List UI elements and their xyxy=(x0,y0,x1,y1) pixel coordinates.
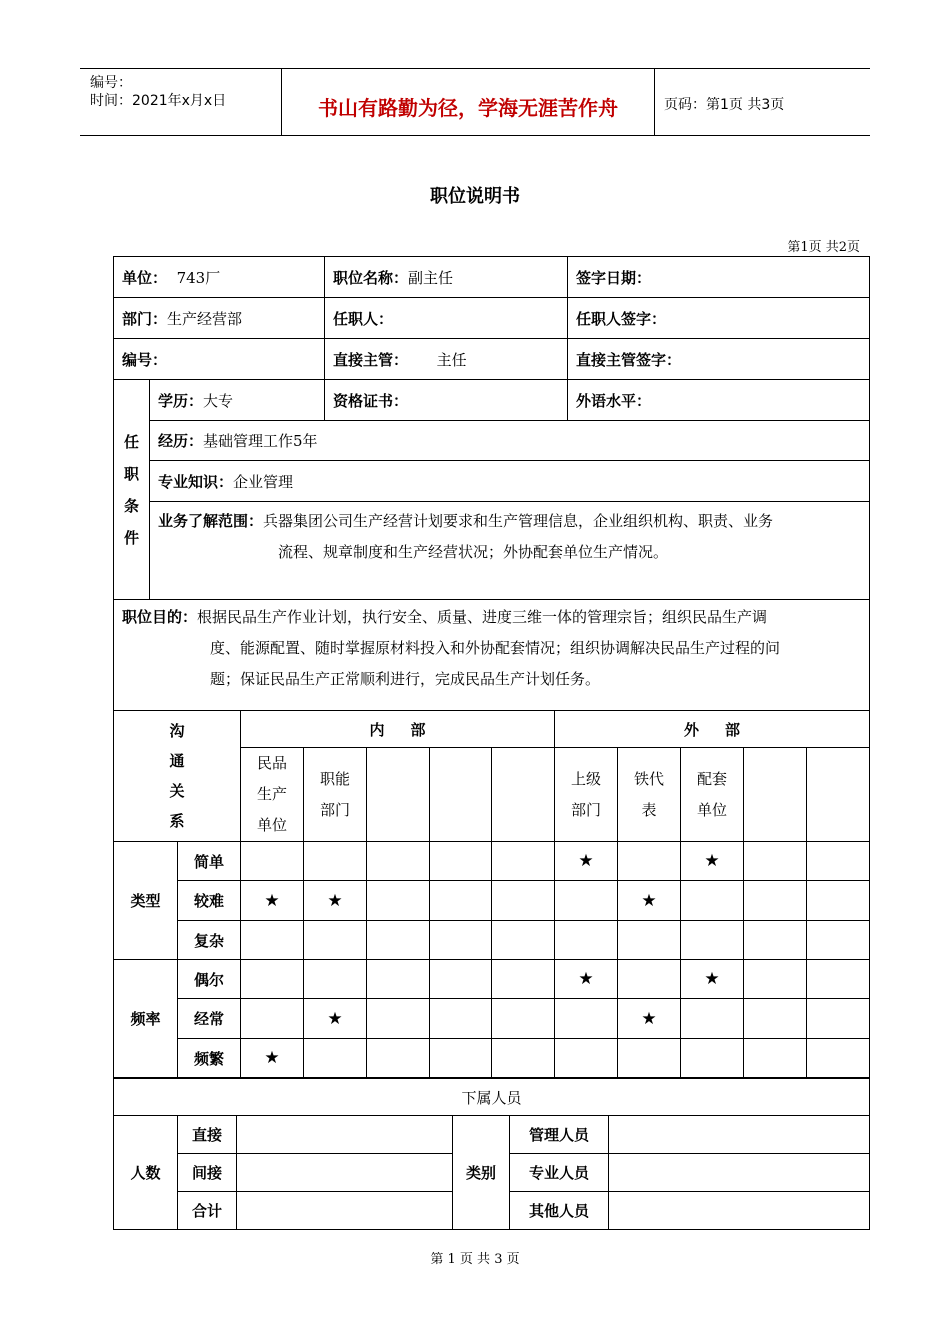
page-number-bottom: 第 1 页 共 3 页 xyxy=(430,1252,520,1267)
comm-column-header xyxy=(430,748,492,842)
empty-cell xyxy=(744,842,807,881)
external-header xyxy=(555,711,870,748)
empty-cell xyxy=(304,921,367,960)
position-label: 职位名称： xyxy=(333,268,409,287)
header-code-label: 编号： xyxy=(90,75,132,91)
purpose-line: 度、能源配置、随时掌握原材料投入和外协配套情况；组织协调解决民品生产过程的问 xyxy=(210,639,781,657)
empty-cell xyxy=(618,842,681,881)
manager-value[interactable] xyxy=(609,1116,870,1154)
subordinates-title: 下属人员 xyxy=(114,1079,870,1116)
comm-column-header-line: 生产 xyxy=(257,785,288,803)
other-label: 其他人员 xyxy=(510,1192,609,1230)
empty-cell xyxy=(304,842,367,881)
supervisor-sign-cell xyxy=(568,339,870,380)
unit-value: 743厂 xyxy=(176,268,221,287)
empty-cell xyxy=(744,881,807,921)
empty-cell xyxy=(241,842,304,881)
purpose-line: 题；保证民品生产正常顺利进行，完成民品生产计划任务。 xyxy=(210,670,601,688)
professional-label: 专业人员 xyxy=(510,1154,609,1192)
number-label: 编号： xyxy=(122,350,168,369)
empty-cell xyxy=(807,842,870,881)
star-mark: ★ xyxy=(555,960,618,999)
professional-value[interactable] xyxy=(609,1154,870,1192)
type-label: 类型 xyxy=(114,842,178,960)
direct-label: 直接 xyxy=(178,1116,237,1154)
direct-value[interactable] xyxy=(237,1116,453,1154)
star-mark: ★ xyxy=(618,999,681,1039)
frequency-row-label: 频繁 xyxy=(178,1039,241,1078)
comm-column-header-line: 上级 xyxy=(571,769,602,788)
type-row-label: 较难 xyxy=(178,881,241,921)
star-mark: ★ xyxy=(304,881,367,921)
frequency-row-label: 经常 xyxy=(178,999,241,1039)
scope-label: 业务了解范围： xyxy=(158,512,264,530)
internal-label: 内部 xyxy=(369,720,452,739)
empty-cell xyxy=(807,999,870,1039)
comm-column-header xyxy=(367,748,430,842)
star-mark: ★ xyxy=(681,960,744,999)
holder-cell xyxy=(325,298,568,339)
dept-cell xyxy=(114,298,325,339)
comm-column-header-line: 单位 xyxy=(697,800,728,819)
knowledge-cell xyxy=(150,461,870,502)
comm-column-header xyxy=(492,748,555,842)
empty-cell xyxy=(367,1039,430,1078)
internal-header xyxy=(241,711,555,748)
frequency-label: 频率 xyxy=(114,960,178,1078)
purpose-label: 职位目的： xyxy=(122,608,198,626)
empty-cell xyxy=(681,1039,744,1078)
header-motto: 书山有路勤为径，学海无涯苦作舟 xyxy=(318,96,618,120)
certificate-cell xyxy=(325,380,568,421)
number-cell xyxy=(114,339,325,380)
other-value[interactable] xyxy=(609,1192,870,1230)
manager-label: 管理人员 xyxy=(510,1116,609,1154)
star-mark: ★ xyxy=(304,999,367,1039)
empty-cell xyxy=(430,921,492,960)
education-value: 大专 xyxy=(203,391,234,410)
scope-line: 流程、规章制度和生产经营状况；外协配套单位生产情况。 xyxy=(278,543,669,561)
comm-column-header xyxy=(241,748,304,842)
empty-cell xyxy=(492,999,555,1039)
empty-cell xyxy=(492,881,555,921)
section-char: 职 xyxy=(123,464,139,483)
empty-cell xyxy=(492,921,555,960)
empty-cell xyxy=(367,999,430,1039)
holder-label: 任职人： xyxy=(333,309,394,328)
comm-column-header-line: 配套 xyxy=(697,769,728,788)
comm-column-header-line: 铁代 xyxy=(634,769,665,788)
dept-value: 生产经营部 xyxy=(167,309,243,328)
empty-cell xyxy=(744,960,807,999)
empty-cell xyxy=(681,999,744,1039)
experience-value: 基础管理工作5年 xyxy=(203,432,318,450)
star-mark: ★ xyxy=(555,842,618,881)
unit-label: 单位： xyxy=(122,268,168,287)
comm-column-header xyxy=(807,748,870,842)
section-char: 件 xyxy=(123,528,139,547)
empty-cell xyxy=(367,881,430,921)
empty-cell xyxy=(430,960,492,999)
section-char: 通 xyxy=(169,752,185,770)
empty-cell xyxy=(555,881,618,921)
external-label: 外部 xyxy=(684,720,767,739)
language-cell xyxy=(568,380,870,421)
unit-cell xyxy=(114,257,325,298)
type-row-label: 简单 xyxy=(178,842,241,881)
empty-cell xyxy=(618,960,681,999)
empty-cell xyxy=(555,921,618,960)
position-info-table xyxy=(113,256,870,711)
header-time-label: 时间：2021年x月x日 xyxy=(90,93,227,109)
dept-label: 部门： xyxy=(122,309,168,328)
sign-date-label: 签字日期： xyxy=(576,268,652,287)
empty-cell xyxy=(492,1039,555,1078)
scope-cell xyxy=(150,502,870,600)
comm-column-header-line: 部门 xyxy=(571,800,602,819)
empty-cell xyxy=(618,1039,681,1078)
comm-column-header-line: 部门 xyxy=(320,800,351,819)
total-label: 合计 xyxy=(178,1192,237,1230)
empty-cell xyxy=(430,999,492,1039)
total-value[interactable] xyxy=(237,1192,453,1230)
purpose-line: 根据民品生产作业计划，执行安全、质量、进度三维一体的管理宗旨；组织民品生产调 xyxy=(197,608,768,626)
scope-line: 兵器集团公司生产经营计划要求和生产管理信息，企业组织机构、职责、业务 xyxy=(263,512,774,530)
empty-cell xyxy=(367,842,430,881)
empty-cell xyxy=(807,881,870,921)
supervisor-sign-label: 直接主管签字： xyxy=(576,350,682,369)
section-char: 关 xyxy=(169,782,185,800)
empty-cell xyxy=(430,881,492,921)
comm-column-header xyxy=(681,748,744,842)
section-char: 任 xyxy=(123,432,139,451)
knowledge-value: 企业管理 xyxy=(233,472,294,491)
page-title: 职位说明书 xyxy=(430,186,520,207)
supervisor-value: 主任 xyxy=(436,350,467,369)
empty-cell xyxy=(430,1039,492,1078)
empty-cell xyxy=(681,881,744,921)
frequency-row-label: 偶尔 xyxy=(178,960,241,999)
position-cell xyxy=(325,257,568,298)
empty-cell xyxy=(304,1039,367,1078)
page-number-top: 第1页 共2页 xyxy=(787,240,860,255)
empty-cell xyxy=(304,960,367,999)
empty-cell xyxy=(492,842,555,881)
empty-cell xyxy=(681,921,744,960)
empty-cell xyxy=(241,921,304,960)
requirements-section-label xyxy=(114,380,150,600)
communication-section-label xyxy=(114,711,241,842)
holder-sign-cell xyxy=(568,298,870,339)
empty-cell xyxy=(744,921,807,960)
sign-date-cell xyxy=(568,257,870,298)
empty-cell xyxy=(492,960,555,999)
education-cell xyxy=(150,380,325,421)
language-label: 外语水平： xyxy=(576,391,652,410)
header-divider xyxy=(654,68,655,136)
star-mark: ★ xyxy=(241,881,304,921)
star-mark: ★ xyxy=(241,1039,304,1078)
empty-cell xyxy=(241,999,304,1039)
indirect-value[interactable] xyxy=(237,1154,453,1192)
type-row-label: 复杂 xyxy=(178,921,241,960)
empty-cell xyxy=(241,960,304,999)
empty-cell xyxy=(367,960,430,999)
empty-cell xyxy=(807,960,870,999)
empty-cell xyxy=(807,921,870,960)
education-label: 学历： xyxy=(158,391,204,410)
count-label: 人数 xyxy=(114,1116,178,1230)
empty-cell xyxy=(618,921,681,960)
indirect-label: 间接 xyxy=(178,1154,237,1192)
position-value: 副主任 xyxy=(408,268,454,287)
comm-column-header xyxy=(618,748,681,842)
empty-cell xyxy=(744,1039,807,1078)
section-char: 条 xyxy=(123,496,139,515)
comm-column-header-line: 表 xyxy=(641,800,657,819)
comm-column-header xyxy=(555,748,618,842)
comm-column-header-line: 单位 xyxy=(257,816,288,834)
supervisor-cell xyxy=(325,339,568,380)
comm-column-header xyxy=(304,748,367,842)
experience-label: 经历： xyxy=(158,432,204,450)
communication-table xyxy=(113,710,870,1078)
experience-cell xyxy=(150,421,870,461)
star-mark: ★ xyxy=(681,842,744,881)
purpose-cell xyxy=(114,600,870,711)
holder-sign-label: 任职人签字： xyxy=(576,309,667,328)
empty-cell xyxy=(555,999,618,1039)
category-label: 类别 xyxy=(453,1116,510,1230)
empty-cell xyxy=(555,1039,618,1078)
comm-column-header-line: 职能 xyxy=(320,769,351,788)
subordinates-table xyxy=(113,1078,870,1230)
header-bottom-rule xyxy=(80,135,870,136)
comm-column-header xyxy=(744,748,807,842)
section-char: 系 xyxy=(169,812,185,830)
comm-column-header-line: 民品 xyxy=(257,754,288,772)
empty-cell xyxy=(807,1039,870,1078)
header-page-info: 页码：第1页 共3页 xyxy=(664,97,785,113)
section-char: 沟 xyxy=(169,722,185,740)
star-mark: ★ xyxy=(618,881,681,921)
empty-cell xyxy=(367,921,430,960)
supervisor-label: 直接主管： xyxy=(333,350,409,369)
certificate-label: 资格证书： xyxy=(333,391,409,410)
empty-cell xyxy=(430,842,492,881)
header-top-rule xyxy=(80,68,870,69)
empty-cell xyxy=(744,999,807,1039)
knowledge-label: 专业知识： xyxy=(158,472,234,491)
